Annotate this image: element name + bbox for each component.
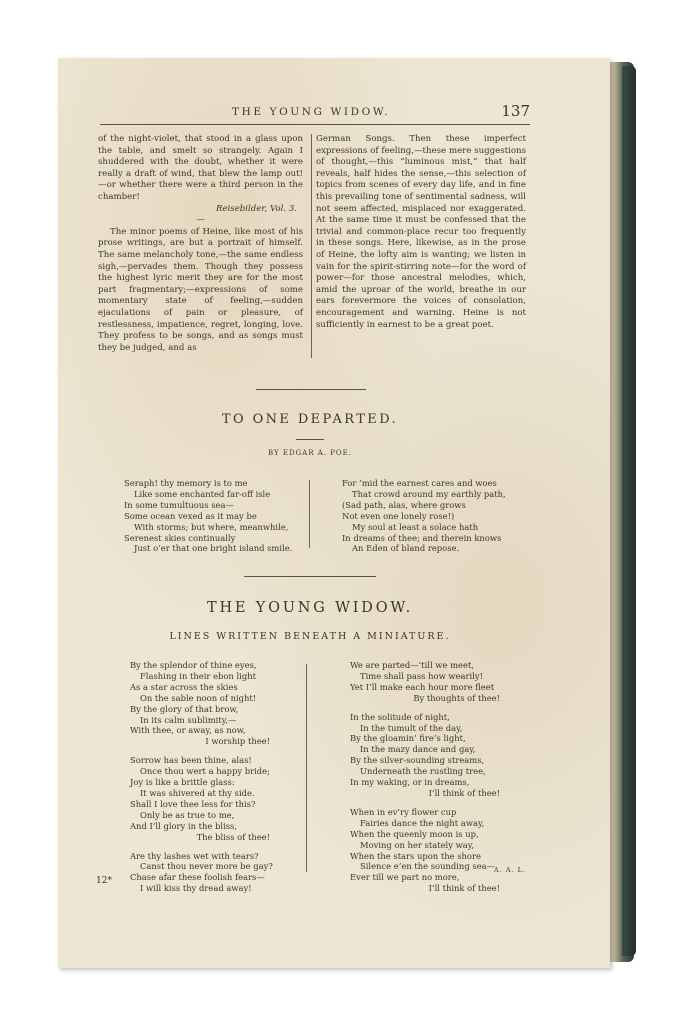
poem-signature: A. A. L. [494,866,527,874]
stanza-break [130,843,270,851]
poem-line: In the solitude of night, [350,711,450,722]
poem-line: We are parted—’till we meet, [350,660,474,670]
poem-line: When in ev’ry flower cup [350,806,457,817]
poem-title: THE YOUNG WIDOW. [207,600,413,616]
book-cover-edge [622,66,636,956]
essay-paragraph: German Songs. Then these imperfect expressions of feeling,—these mere suggestions of thought,—this “luminous mist,” that half reveals, half hides the sense,—this selection of topics from scenes of every day life, and in fine this prevailing tone of sentimental sadness, will not seem affected, misplaced nor exaggerated. At the same time it must be confessed that the trivial and common-place recur too frequently in these songs. Here, likewise, as in the prose of Heine, the lofty aim is wanting; we listen in vain for the spirit-stirring note—for the word of power—for those ancestral melodies, which, amid the uproar of the world, breathe in our ears forevermore the voices of consolation, encouragement and warning. Heine is not sufficiently in earnest to be a great poet. [316,134,526,330]
title-rule [296,439,324,440]
poem-line: Like some enchanted far-off isle [134,488,271,499]
poem-line: In the mazy dance and gay, [360,744,476,755]
poem-line: In dreams of thee; and therein knows [342,532,502,543]
poem-line: That crowd around my earthly path, [352,488,506,499]
poem-line: By the splendor of thine eyes, [130,660,257,670]
poem2-divider [306,664,307,872]
section-rule [256,389,366,390]
poem-line: For ’mid the earnest cares and woes [342,478,497,488]
poem-line: I will kiss thy dread away! [140,883,252,894]
poem-line: It was shivered at thy side. [140,787,255,798]
poem-line: Yet I’ll make each hour more fleet [350,681,495,692]
sheet-signature-mark: 12* [96,876,112,886]
poem-line: And I’ll glory in the bliss, [130,820,238,831]
poem-line: Only be as true to me, [140,809,235,820]
poem-line: Seraph! thy memory is to me [124,478,248,488]
poem-byline: BY EDGAR A. POE. [267,449,353,457]
poem-line: Sorrow has been thine, alas! [130,755,252,766]
running-head-rule [100,124,530,125]
poem-line: I’ll think of thee! [428,787,500,798]
poem-line: An Eden of bland repose. [352,543,460,554]
essay-paragraph: of the night-violet, that stood in a glass upon the table, and smelt so strangely. Again I shuddered with the doubt, whether it were really a draft of wind, that blew the lamp out!—or whether there were a third person in the chamber! [98,134,303,202]
essay-left-column [98,134,303,354]
poem-line: By the glory of that brow, [130,703,239,714]
essay-right-column [316,134,526,331]
essay-citation: Reisebilder, Vol. 3. [215,203,297,214]
poem-line: Serenest skies continually [124,532,236,543]
poem-line: Not even one lonely rose!) [342,510,455,521]
poem1-right-stanza [342,478,522,554]
stanza-break [350,799,500,807]
poem-line: On the sable noon of night! [140,692,257,703]
poem-line: In some tumultuous sea— [124,499,234,510]
poem-line: Underneath the rustling tree, [360,766,486,777]
poem-line: (Sad path, alas, where grows [342,499,466,510]
poem-title: TO ONE DEPARTED. [221,412,399,427]
poem-line: I’ll think of thee! [428,883,500,894]
section-rule [244,576,376,577]
poem-line: Moving on her stately way, [360,839,475,850]
poem-line: I worship thee! [205,736,270,747]
poem-line: In its calm sublimity,— [140,714,237,725]
poem2-right-column [350,660,500,894]
poem-line: By the silver-sounding streams, [350,755,485,766]
poem-line: Joy is like a brittle glass: [130,777,235,788]
poem-subtitle: LINES WRITTEN BENEATH A MINIATURE. [169,631,451,642]
poem-line: By thoughts of thee! [413,692,500,703]
poem-line: By the gloamin’ fire’s light, [350,733,466,744]
poem-line: Shall I love thee less for this? [130,798,256,809]
poem-line: Once thou wert a happy bride; [140,766,270,777]
poem-line: My soul at least a solace hath [352,521,479,532]
poem-line: Fairies dance the night away, [360,817,485,828]
poem-line: In my waking, or in dreams, [350,777,470,788]
poem-line: Are thy lashes wet with tears? [130,850,259,861]
poem-line: With storms; but where, meanwhile, [134,521,289,532]
poem-line: Chase afar these foolish fears— [130,872,265,883]
stanza-break [350,704,500,712]
poem-line: In the tumult of the day, [360,722,463,733]
poem-line: When the queenly moon is up, [350,828,479,839]
poem-line: Some ocean vexed as it may be [124,510,257,521]
stanza-break [130,747,270,755]
essay-paragraph: The minor poems of Heine, like most of his prose writings, are but a portrait of himself. The same melancholy tone,—the same endless sigh,—pervades them. Though they possess the highest lyric merit they are for the most part fragmentary;—expressions of some momentary state of feeling,—sudden ejaculations of pain or pleasure, of restlessness, impatience, regret, longing, love. They profess to be songs, and as songs must they be judged, and as [98,226,303,353]
poem-line: When the stars upon the shore [350,850,481,861]
poem1-divider [309,480,310,548]
poem-line: Silence e’en the sounding sea— [360,861,495,872]
poem-line: With thee, or away, as now, [130,725,246,736]
poem2-left-column [130,660,273,894]
essay-column-divider [311,134,312,358]
poem-line: As a star across the skies [130,681,238,692]
poem-line: Time shall pass how wearily! [360,670,483,681]
essay-dash: — [196,215,205,226]
poem-line: Ever till we part no more, [350,872,460,883]
poem-line: Just o’er that one bright island smile. [134,543,293,554]
poem-line: Canst thou never more be gay? [140,861,273,872]
poem1-left-stanza [124,478,304,554]
poem-line: The bliss of thee! [196,831,270,842]
poem-line: Flashing in their ebon light [140,670,256,681]
running-head-title: THE YOUNG WIDOW. [232,106,391,118]
page-number: 137 [501,102,530,120]
